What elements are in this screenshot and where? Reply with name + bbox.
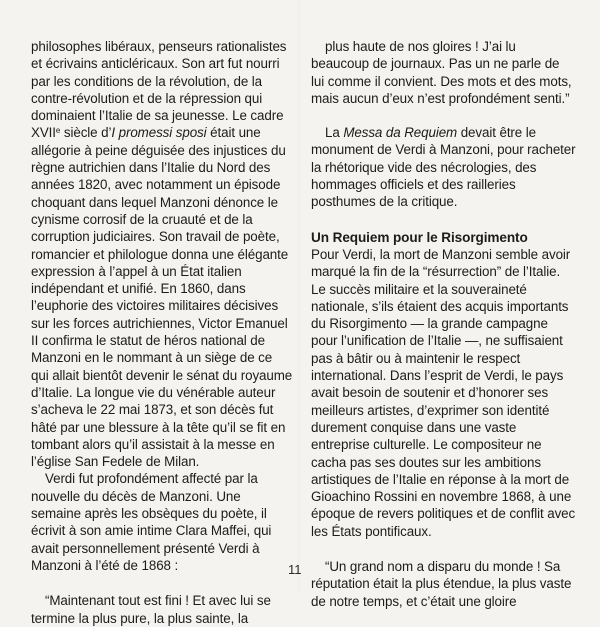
section-heading: Un Requiem pour le Risorgimento [311, 229, 528, 245]
left-paragraph-1: philosophes libéraux, penseurs rationalistes et écrivains anticléricaux. Son art fut nourri par les conditions de la révolution, de la contre-révolution et de la répression qui dominaient l’Italie de sa jeunesse. Le cadre XVIIe siècle d’I promessi sposi était une allégorie à peine déguisée des injustices du règne autrichien dans l’Italie du Nord des années 1820, avec notamment un épisode choquant dans lequel Manzoni dénonce le cynisme corrosif de la cruauté et de la corruption judiciaires. Son travail de poète, romancier et philologue donna une élégante expression à l’appel à un État italien indépendant et unifié. En 1860, dans l’euphorie des victoires militaires décisives sur les forces autrichiennes, Victor Emanuel II confirma le statut de héros national de Manzoni en le nommant à un siège de ce qui allait bientôt devenir le sénat du royaume d’Italie. La longue vie du vénérable auteur s’acheva le 22 mai 1873, et son décès fut hâté par une blessure à la tête qu’il se fit en tombant alors qu’il assistait à la messe en l’église San Fedele de Milan. [31, 39, 293, 470]
right-paragraph-3: Pour Verdi, la mort de Manzoni semble avoir marqué la fin de la “résurrection” de l’Italie. Le succès militaire et la souveraineté nationale, s’ils étaient des acquis importants du Risorgimento — la grande campagne pour l’unification de l’Italie —, ne suffisaient pas à bâtir ou à maintenir le respect international. Dans l’esprit de Verdi, le pays avait besoin de soutenir et d’honorer ses meilleurs artistes, d’exprimer son identité durement conquise dans une vaste entreprise culturelle. Le compositeur ne cacha pas ses doutes sur les ambitions artistiques de l’Italie en réponse à la mort de Gioachino Rossini en novembre 1868, à une époque de revers politiques et de conflit avec les États pontificaux. [311, 246, 576, 539]
left-quote: “Maintenant tout est fini ! Et avec lui se termine la plus pure, la plus sainte, la [31, 593, 271, 626]
page-fold [298, 0, 300, 592]
right-paragraph-2: La Messa da Requiem devait être le monument de Verdi à Manzoni, pour racheter la rhétorique vide des nécrologies, des hommages officiels et des railleries posthumes de la critique. [311, 125, 576, 210]
left-column [31, 38, 293, 627]
right-column [311, 38, 576, 610]
right-quote-continued: plus haute de nos gloires ! J’ai lu beaucoup de journaux. Pas un ne parle de lui comme il convient. Des mots et des mots, mais aucun d’eux n’est profondément senti.” [311, 39, 572, 106]
left-paragraph-2: Verdi fut profondément affecté par la nouvelle du décès de Manzoni. Une semaine après les obsèques du poète, il écrivit à son amie intime Clara Maffei, qui avait personnellement présenté Verdi à Manzoni à l’été de 1868 : [31, 471, 272, 573]
page-number: 11 [288, 562, 302, 577]
right-quote-rossini: “Un grand nom a disparu du monde ! Sa réputation était la plus étendue, la plus vaste de notre temps, et c’était une gloire [311, 559, 572, 609]
